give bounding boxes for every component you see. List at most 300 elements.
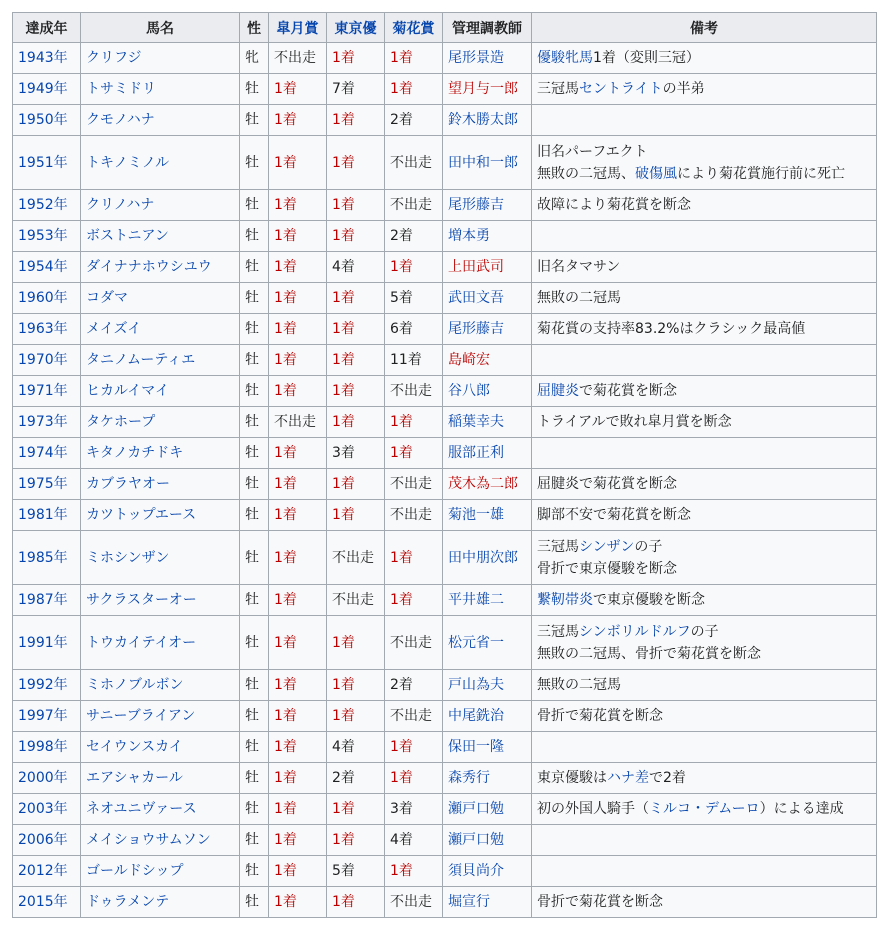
notes-text: で東京優駿を断念	[593, 592, 705, 608]
satsuki-result-cell	[269, 887, 327, 918]
notes-cell	[532, 616, 877, 670]
table-row	[13, 376, 877, 407]
table-row	[13, 314, 877, 345]
kikka-result-cell	[385, 252, 443, 283]
year-link-cell	[13, 531, 81, 585]
satsuki-result: 1着	[274, 154, 297, 171]
year-link[interactable]: 1951年	[18, 154, 68, 171]
table-header	[13, 13, 877, 43]
horse-link[interactable]: ボストニアン	[86, 228, 169, 244]
horse-link[interactable]: ネオユニヴァース	[86, 801, 197, 817]
sex-cell	[240, 43, 269, 74]
kikka-result: 不出走	[390, 708, 432, 724]
notes-link[interactable]: セントライト	[579, 81, 663, 97]
year-link[interactable]: 1997年	[18, 708, 68, 724]
notes-cell	[532, 887, 877, 918]
trainer-link-cell	[443, 616, 532, 670]
tokyo-result: 不出走	[332, 549, 374, 566]
satsuki-result-cell	[269, 500, 327, 531]
horse-link-cell	[81, 376, 240, 407]
tokyo-result-cell	[327, 763, 385, 794]
trainer-link[interactable]: 須貝尚介	[448, 863, 504, 879]
tokyo-result-cell	[327, 856, 385, 887]
notes-link[interactable]: シンザン	[579, 538, 635, 555]
satsuki-result-cell	[269, 190, 327, 221]
trainer-link-cell	[443, 732, 532, 763]
triple-crown-table	[12, 12, 877, 918]
year-link-cell	[13, 221, 81, 252]
horse-link[interactable]: タニノムーティエ	[86, 352, 196, 368]
notes-text: 無敗の二冠馬	[537, 677, 621, 693]
year-link[interactable]: 2003年	[18, 801, 68, 817]
satsuki-result-cell	[269, 732, 327, 763]
year-link[interactable]: 1953年	[18, 228, 68, 244]
notes-text: 骨折で菊花賞を断念	[537, 708, 663, 724]
tokyo-result-cell	[327, 469, 385, 500]
notes-link[interactable]: 繋靭帯炎	[537, 592, 593, 608]
year-link[interactable]: 1960年	[18, 290, 68, 306]
notes-cell	[532, 407, 877, 438]
notes-cell	[532, 794, 877, 825]
horse-link[interactable]: コダマ	[86, 290, 128, 306]
tokyo-result-cell	[327, 190, 385, 221]
horse-link-cell	[81, 221, 240, 252]
year-link[interactable]: 1987年	[18, 592, 68, 608]
horse-link[interactable]: カブラヤオー	[86, 476, 170, 492]
table-row	[13, 701, 877, 732]
sex-cell	[240, 136, 269, 190]
satsuki-result: 1着	[274, 832, 297, 848]
horse-link[interactable]: ヒカルイマイ	[86, 383, 170, 399]
year-link[interactable]: 1998年	[18, 739, 68, 755]
kikka-result: 2着	[390, 677, 413, 693]
horse-link[interactable]: サクラスターオー	[86, 592, 197, 608]
column-header[interactable]	[532, 13, 877, 43]
column-header[interactable]	[443, 13, 532, 43]
tokyo-result: 不出走	[332, 592, 374, 608]
satsuki-result-cell	[269, 252, 327, 283]
year-link[interactable]: 1971年	[18, 383, 68, 399]
sex-cell	[240, 732, 269, 763]
tokyo-result-cell	[327, 314, 385, 345]
tokyo-result: 1着	[332, 801, 355, 817]
satsuki-result-cell	[269, 825, 327, 856]
notes-cell	[532, 585, 877, 616]
sex-cell	[240, 438, 269, 469]
sex-cell	[240, 345, 269, 376]
trainer-link-cell	[443, 105, 532, 136]
satsuki-result-cell	[269, 763, 327, 794]
tokyo-result: 1着	[332, 290, 355, 306]
sex: 牡	[245, 634, 259, 651]
sex-cell	[240, 887, 269, 918]
column-header[interactable]	[269, 13, 327, 43]
horse-link[interactable]: クリフジ	[86, 50, 142, 66]
satsuki-result: 1着	[274, 197, 297, 213]
year-link[interactable]: 1991年	[18, 634, 68, 651]
notes-text: 三冠馬	[537, 623, 579, 640]
year-link[interactable]: 1949年	[18, 81, 68, 97]
notes-cell	[532, 670, 877, 701]
horse-link[interactable]: クモノハナ	[86, 112, 155, 128]
year-link-cell	[13, 616, 81, 670]
year-link[interactable]: 1950年	[18, 112, 68, 128]
trainer-link-cell	[443, 252, 532, 283]
kikka-result-cell	[385, 190, 443, 221]
notes-cell	[532, 345, 877, 376]
trainer-link-cell	[443, 74, 532, 105]
table-row	[13, 74, 877, 105]
trainer-link[interactable]: 尾形景造	[448, 50, 504, 66]
horse-link[interactable]: メイズイ	[86, 321, 142, 337]
year-link-cell	[13, 585, 81, 616]
year-link-cell	[13, 345, 81, 376]
table-row	[13, 136, 877, 190]
satsuki-result: 不出走	[274, 414, 316, 430]
kikka-result-cell	[385, 136, 443, 190]
satsuki-result: 1着	[274, 81, 297, 97]
trainer-link[interactable]: 谷八郎	[448, 383, 490, 399]
tokyo-result-cell	[327, 376, 385, 407]
kikka-result-cell	[385, 407, 443, 438]
trainer-link[interactable]: 瀬戸口勉	[448, 801, 504, 817]
table-row	[13, 469, 877, 500]
trainer-link[interactable]: 尾形藤吉	[448, 321, 504, 337]
tokyo-result-cell	[327, 252, 385, 283]
notes-line	[537, 194, 871, 216]
tokyo-result: 1着	[332, 414, 355, 430]
year-link[interactable]: 1985年	[18, 549, 68, 566]
satsuki-result: 1着	[274, 445, 297, 461]
tokyo-result: 1着	[332, 894, 355, 910]
kikka-result-cell	[385, 616, 443, 670]
trainer-link-cell	[443, 376, 532, 407]
tokyo-result: 4着	[332, 259, 355, 275]
horse-link[interactable]: タケホープ	[86, 414, 156, 430]
year-link[interactable]: 2015年	[18, 894, 68, 910]
trainer-link-cell	[443, 763, 532, 794]
year-link-cell	[13, 376, 81, 407]
year-link-cell	[13, 43, 81, 74]
year-link[interactable]: 2006年	[18, 832, 68, 848]
table-row	[13, 438, 877, 469]
satsuki-result: 1着	[274, 476, 297, 492]
notes-cell	[532, 105, 877, 136]
tokyo-result-cell	[327, 585, 385, 616]
year-link[interactable]: 1970年	[18, 352, 68, 368]
notes-text: で2着	[649, 770, 686, 786]
notes-line	[537, 78, 871, 100]
notes-text: ）による達成	[759, 801, 844, 817]
horse-link[interactable]: キタノカチドキ	[86, 445, 184, 461]
notes-cell	[532, 190, 877, 221]
table-row	[13, 43, 877, 74]
notes-line	[537, 473, 871, 495]
horse-link-cell	[81, 43, 240, 74]
satsuki-result: 1着	[274, 259, 297, 275]
column-header[interactable]	[81, 13, 240, 43]
kikka-result-cell	[385, 500, 443, 531]
year-link-cell	[13, 887, 81, 918]
year-link-cell	[13, 825, 81, 856]
trainer-link-cell	[443, 190, 532, 221]
satsuki-result-cell	[269, 345, 327, 376]
year-link[interactable]: 1992年	[18, 677, 68, 693]
satsuki-result: 1着	[274, 677, 297, 693]
trainer-link[interactable]: 島崎宏	[448, 352, 490, 368]
horse-link[interactable]: サニーブライアン	[86, 708, 196, 724]
sex: 牡	[245, 197, 259, 213]
horse-link[interactable]: ミホシンザン	[86, 549, 170, 566]
trainer-link[interactable]: 田中朋次郎	[448, 549, 518, 566]
kikka-result: 不出走	[390, 197, 432, 213]
trainer-link[interactable]: 平井雄二	[448, 592, 504, 608]
horse-link[interactable]: ゴールドシップ	[86, 863, 184, 879]
table-row	[13, 616, 877, 670]
horse-link[interactable]: ドゥラメンテ	[86, 894, 170, 910]
table-row	[13, 407, 877, 438]
column-header-label[interactable]: 菊花賞	[392, 20, 435, 37]
year-link[interactable]: 1974年	[18, 445, 68, 461]
tokyo-result: 1着	[332, 708, 355, 724]
sex-cell	[240, 856, 269, 887]
notes-link[interactable]: 屈腱炎	[537, 383, 579, 399]
notes-text: 初の外国人騎手（	[537, 801, 649, 817]
sex-cell	[240, 376, 269, 407]
horse-link-cell	[81, 314, 240, 345]
notes-line	[537, 287, 871, 309]
trainer-link[interactable]: 保田一隆	[448, 739, 504, 755]
notes-link[interactable]: 破傷風	[635, 165, 677, 182]
sex-cell	[240, 701, 269, 732]
column-header-label[interactable]: 東京優	[334, 20, 377, 37]
trainer-link-cell	[443, 585, 532, 616]
trainer-link-cell	[443, 345, 532, 376]
trainer-link-cell	[443, 407, 532, 438]
notes-cell	[532, 531, 877, 585]
sex-cell	[240, 105, 269, 136]
table-row	[13, 670, 877, 701]
trainer-link[interactable]: 茂木為二郎	[448, 476, 518, 492]
notes-cell	[532, 732, 877, 763]
notes-line	[537, 256, 871, 278]
trainer-link[interactable]: 田中和一郎	[448, 154, 518, 171]
notes-text: 1着（変則三冠）	[593, 50, 700, 66]
notes-cell	[532, 74, 877, 105]
horse-link[interactable]: カツトップエース	[86, 507, 197, 523]
satsuki-result: 不出走	[274, 50, 316, 66]
satsuki-result: 1着	[274, 228, 297, 244]
sex-cell	[240, 252, 269, 283]
notes-text: の子	[634, 538, 663, 555]
year-link[interactable]: 1963年	[18, 321, 68, 337]
satsuki-result: 1着	[274, 321, 297, 337]
tokyo-result-cell	[327, 794, 385, 825]
horse-link[interactable]: セイウンスカイ	[86, 739, 183, 755]
tokyo-result: 7着	[332, 81, 355, 97]
kikka-result: 不出走	[390, 634, 432, 651]
sex: 牡	[245, 592, 259, 608]
year-link-cell	[13, 732, 81, 763]
satsuki-result-cell	[269, 74, 327, 105]
sex: 牡	[245, 863, 259, 879]
notes-link[interactable]: 優駿牝馬	[537, 50, 593, 66]
year-link-cell	[13, 763, 81, 794]
trainer-link[interactable]: 戸山為夫	[448, 677, 504, 693]
year-link[interactable]: 2012年	[18, 863, 68, 879]
kikka-result-cell	[385, 43, 443, 74]
trainer-link[interactable]: 松元省一	[448, 634, 504, 651]
tokyo-result-cell	[327, 825, 385, 856]
sex-cell	[240, 500, 269, 531]
horse-link[interactable]: エアシャカール	[86, 770, 183, 786]
sex: 牡	[245, 894, 259, 910]
table-row	[13, 856, 877, 887]
tokyo-result: 1着	[332, 352, 355, 368]
sex: 牝	[245, 50, 259, 66]
trainer-link[interactable]: 稲葉幸夫	[448, 414, 504, 430]
notes-text: 骨折で東京優駿を断念	[537, 560, 677, 577]
column-header-label: 馬名	[146, 20, 174, 37]
notes-line	[537, 536, 871, 558]
kikka-result: 1着	[390, 770, 413, 786]
year-link-cell	[13, 136, 81, 190]
kikka-result: 不出走	[390, 507, 432, 523]
kikka-result-cell	[385, 469, 443, 500]
year-link[interactable]: 1973年	[18, 414, 68, 430]
horse-link-cell	[81, 616, 240, 670]
trainer-link[interactable]: 堀宣行	[448, 894, 490, 910]
kikka-result: 11着	[390, 352, 422, 368]
trainer-link[interactable]: 瀬戸口勉	[448, 832, 504, 848]
year-link[interactable]: 1943年	[18, 50, 68, 66]
notes-text: 旧名パーフエクト	[537, 143, 648, 160]
satsuki-result-cell	[269, 283, 327, 314]
column-header-label: 達成年	[25, 20, 68, 37]
table-row	[13, 221, 877, 252]
satsuki-result-cell	[269, 407, 327, 438]
year-link[interactable]: 1981年	[18, 507, 68, 523]
trainer-link[interactable]: 菊池一雄	[448, 507, 504, 523]
notes-text: トライアルで敗れ皐月賞を断念	[537, 414, 732, 430]
trainer-link[interactable]: 増本勇	[448, 228, 490, 244]
notes-line	[537, 318, 871, 340]
satsuki-result: 1着	[274, 863, 297, 879]
kikka-result: 2着	[390, 228, 413, 244]
trainer-link[interactable]: 上田武司	[448, 259, 504, 275]
tokyo-result: 4着	[332, 739, 355, 755]
notes-cell	[532, 469, 877, 500]
sex-cell	[240, 74, 269, 105]
sex: 牡	[245, 549, 259, 566]
year-link[interactable]: 1952年	[18, 197, 68, 213]
trainer-link-cell	[443, 670, 532, 701]
year-link-cell	[13, 407, 81, 438]
sex: 牡	[245, 383, 259, 399]
satsuki-result-cell	[269, 670, 327, 701]
notes-link[interactable]: ミルコ・デムーロ	[649, 801, 760, 817]
sex: 牡	[245, 832, 259, 848]
tokyo-result-cell	[327, 74, 385, 105]
column-header[interactable]	[327, 13, 385, 43]
horse-link[interactable]: ミホノブルボン	[86, 677, 184, 693]
tokyo-result: 1着	[332, 383, 355, 399]
horse-link[interactable]: トキノミノル	[86, 154, 170, 171]
satsuki-result: 1着	[274, 592, 297, 608]
notes-link[interactable]: ハナ差	[607, 770, 649, 786]
sex: 牡	[245, 321, 259, 337]
year-link[interactable]: 1975年	[18, 476, 68, 492]
notes-text: 旧名タマサン	[537, 259, 621, 275]
tokyo-result: 1着	[332, 50, 355, 66]
year-link-cell	[13, 252, 81, 283]
notes-cell	[532, 283, 877, 314]
tokyo-result-cell	[327, 136, 385, 190]
horse-link[interactable]: トサミドリ	[86, 81, 156, 97]
year-link-cell	[13, 469, 81, 500]
table-row	[13, 887, 877, 918]
year-link[interactable]: 2000年	[18, 770, 68, 786]
trainer-link[interactable]: 尾形藤吉	[448, 197, 504, 213]
horse-link[interactable]: クリノハナ	[86, 197, 155, 213]
horse-link-cell	[81, 469, 240, 500]
kikka-result: 3着	[390, 801, 413, 817]
kikka-result: 不出走	[390, 383, 432, 399]
notes-cell	[532, 136, 877, 190]
horse-link[interactable]: トウカイテイオー	[86, 634, 197, 651]
tokyo-result-cell	[327, 500, 385, 531]
column-header-label[interactable]: 皐月賞	[276, 20, 319, 37]
trainer-link[interactable]: 望月与一郎	[448, 81, 518, 97]
trainer-link-cell	[443, 469, 532, 500]
kikka-result: 6着	[390, 321, 413, 337]
year-link[interactable]: 1954年	[18, 259, 68, 275]
trainer-link[interactable]: 武田文吾	[448, 290, 504, 306]
year-link-cell	[13, 500, 81, 531]
satsuki-result-cell	[269, 531, 327, 585]
notes-line	[537, 674, 871, 696]
notes-text: 故障により菊花賞を断念	[537, 197, 691, 213]
column-header[interactable]	[13, 13, 81, 43]
kikka-result-cell	[385, 221, 443, 252]
trainer-link-cell	[443, 438, 532, 469]
notes-line	[537, 767, 871, 789]
sex-cell	[240, 190, 269, 221]
notes-link[interactable]: シンボリルドルフ	[579, 623, 691, 640]
horse-link-cell	[81, 825, 240, 856]
satsuki-result-cell	[269, 105, 327, 136]
column-header[interactable]	[240, 13, 269, 43]
table-row	[13, 283, 877, 314]
notes-cell	[532, 701, 877, 732]
horse-link[interactable]: ダイナナホウシユウ	[86, 259, 212, 275]
trainer-link[interactable]: 服部正利	[448, 445, 504, 461]
kikka-result-cell	[385, 825, 443, 856]
year-link-cell	[13, 74, 81, 105]
kikka-result: 不出走	[390, 894, 432, 910]
sex: 牡	[245, 801, 259, 817]
trainer-link[interactable]: 鈴木勝太郎	[448, 112, 518, 128]
column-header[interactable]	[385, 13, 443, 43]
year-link-cell	[13, 794, 81, 825]
trainer-link-cell	[443, 136, 532, 190]
trainer-link[interactable]: 中尾銑治	[448, 708, 504, 724]
header-row	[13, 13, 877, 43]
horse-link[interactable]: メイショウサムソン	[86, 832, 211, 848]
satsuki-result-cell	[269, 221, 327, 252]
tokyo-result-cell	[327, 105, 385, 136]
trainer-link[interactable]: 森秀行	[448, 770, 490, 786]
